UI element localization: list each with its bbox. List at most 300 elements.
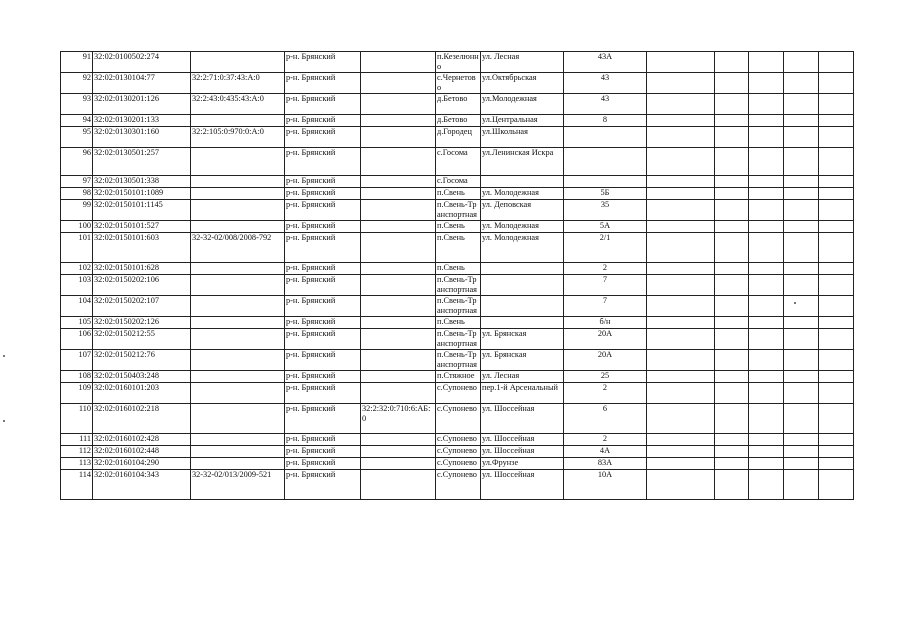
empty-cell bbox=[784, 73, 819, 94]
house-number-cell: 2/1 bbox=[564, 233, 647, 263]
district-cell: р-н. Брянский bbox=[285, 188, 361, 200]
table-row bbox=[61, 470, 854, 500]
table-row bbox=[61, 317, 854, 329]
empty-cell bbox=[749, 188, 784, 200]
empty-cell bbox=[715, 127, 749, 148]
empty-cell bbox=[784, 470, 819, 500]
cadastral-number-cell: 32:02:0130104:77 bbox=[93, 73, 191, 94]
scan-artifact bbox=[794, 302, 796, 304]
table-row bbox=[61, 446, 854, 458]
conditional-number-cell bbox=[361, 371, 436, 383]
empty-cell bbox=[819, 296, 854, 317]
empty-cell bbox=[784, 188, 819, 200]
settlement-cell: п.Стяжное bbox=[436, 371, 481, 383]
empty-cell bbox=[819, 115, 854, 127]
empty-cell bbox=[749, 94, 784, 115]
empty-cell bbox=[647, 296, 715, 317]
house-number-cell bbox=[564, 127, 647, 148]
empty-cell bbox=[647, 329, 715, 350]
settlement-cell: п.Свень-Транспортная bbox=[436, 329, 481, 350]
settlement-cell: с.Госома bbox=[436, 176, 481, 188]
empty-cell bbox=[819, 446, 854, 458]
house-number-cell: 7 bbox=[564, 296, 647, 317]
row-number-cell: 93 bbox=[61, 94, 93, 115]
settlement-cell: с.Супонево bbox=[436, 434, 481, 446]
table-row bbox=[61, 127, 854, 148]
empty-cell bbox=[715, 263, 749, 275]
empty-cell bbox=[819, 458, 854, 470]
house-number-cell bbox=[564, 148, 647, 176]
conditional-number-cell bbox=[361, 94, 436, 115]
old-number-cell bbox=[191, 296, 285, 317]
cadastral-number-cell: 32:02:0150101:1089 bbox=[93, 188, 191, 200]
row-number-cell: 106 bbox=[61, 329, 93, 350]
empty-cell bbox=[647, 383, 715, 404]
row-number-cell: 103 bbox=[61, 275, 93, 296]
empty-cell bbox=[715, 404, 749, 434]
empty-cell bbox=[715, 94, 749, 115]
old-number-cell bbox=[191, 446, 285, 458]
empty-cell bbox=[647, 233, 715, 263]
empty-cell bbox=[647, 115, 715, 127]
empty-cell bbox=[819, 200, 854, 221]
old-number-cell: 32:2:71:0:37:43:А:0 bbox=[191, 73, 285, 94]
cadastral-number-cell: 32:02:0150212:55 bbox=[93, 329, 191, 350]
settlement-cell: п.Свень-Транспортная bbox=[436, 200, 481, 221]
table-row bbox=[61, 371, 854, 383]
cadastral-number-cell: 32:02:0100502:274 bbox=[93, 52, 191, 73]
empty-cell bbox=[715, 350, 749, 371]
empty-cell bbox=[784, 263, 819, 275]
settlement-cell: д.Бетово bbox=[436, 115, 481, 127]
empty-cell bbox=[819, 52, 854, 73]
house-number-cell: 2 bbox=[564, 263, 647, 275]
table-row bbox=[61, 383, 854, 404]
house-number-cell: 10А bbox=[564, 470, 647, 500]
empty-cell bbox=[819, 434, 854, 446]
scan-artifact bbox=[3, 420, 5, 422]
row-number-cell: 104 bbox=[61, 296, 93, 317]
house-number-cell: 5А bbox=[564, 221, 647, 233]
empty-cell bbox=[715, 73, 749, 94]
empty-cell bbox=[819, 148, 854, 176]
conditional-number-cell bbox=[361, 317, 436, 329]
empty-cell bbox=[749, 296, 784, 317]
conditional-number-cell bbox=[361, 148, 436, 176]
district-cell: р-н. Брянский bbox=[285, 470, 361, 500]
empty-cell bbox=[819, 221, 854, 233]
empty-cell bbox=[715, 296, 749, 317]
cadastral-number-cell: 32:02:0150101:1145 bbox=[93, 200, 191, 221]
empty-cell bbox=[819, 94, 854, 115]
empty-cell bbox=[647, 275, 715, 296]
cadastral-number-cell: 32:02:0130301:160 bbox=[93, 127, 191, 148]
empty-cell bbox=[715, 233, 749, 263]
district-cell: р-н. Брянский bbox=[285, 296, 361, 317]
empty-cell bbox=[647, 350, 715, 371]
house-number-cell: 83А bbox=[564, 458, 647, 470]
old-number-cell bbox=[191, 317, 285, 329]
empty-cell bbox=[749, 176, 784, 188]
row-number-cell: 91 bbox=[61, 52, 93, 73]
conditional-number-cell bbox=[361, 329, 436, 350]
street-cell: ул. Шоссейная bbox=[481, 470, 564, 500]
empty-cell bbox=[647, 52, 715, 73]
cadastral-number-cell: 32:02:0130501:257 bbox=[93, 148, 191, 176]
empty-cell bbox=[784, 446, 819, 458]
conditional-number-cell bbox=[361, 221, 436, 233]
empty-cell bbox=[784, 317, 819, 329]
row-number-cell: 113 bbox=[61, 458, 93, 470]
cadastral-number-cell: 32:02:0150202:107 bbox=[93, 296, 191, 317]
cadastral-number-cell: 32:02:0150101:527 bbox=[93, 221, 191, 233]
table-row bbox=[61, 188, 854, 200]
settlement-cell: п.Свень bbox=[436, 188, 481, 200]
empty-cell bbox=[749, 275, 784, 296]
old-number-cell: 32-32-02/008/2008-792 bbox=[191, 233, 285, 263]
district-cell: р-н. Брянский bbox=[285, 233, 361, 263]
empty-cell bbox=[819, 188, 854, 200]
empty-cell bbox=[784, 52, 819, 73]
empty-cell bbox=[715, 329, 749, 350]
cadastral-number-cell: 32:02:0150212:76 bbox=[93, 350, 191, 371]
old-number-cell bbox=[191, 383, 285, 404]
house-number-cell: 20А bbox=[564, 350, 647, 371]
cadastral-number-cell: 32:02:0130201:133 bbox=[93, 115, 191, 127]
row-number-cell: 112 bbox=[61, 446, 93, 458]
empty-cell bbox=[819, 350, 854, 371]
empty-cell bbox=[749, 115, 784, 127]
empty-cell bbox=[749, 317, 784, 329]
empty-cell bbox=[647, 446, 715, 458]
row-number-cell: 111 bbox=[61, 434, 93, 446]
house-number-cell: 2 bbox=[564, 434, 647, 446]
empty-cell bbox=[784, 94, 819, 115]
row-number-cell: 110 bbox=[61, 404, 93, 434]
empty-cell bbox=[715, 458, 749, 470]
cadastral-number-cell: 32:02:0150202:126 bbox=[93, 317, 191, 329]
street-cell bbox=[481, 275, 564, 296]
empty-cell bbox=[819, 233, 854, 263]
empty-cell bbox=[715, 446, 749, 458]
district-cell: р-н. Брянский bbox=[285, 94, 361, 115]
table-row bbox=[61, 148, 854, 176]
conditional-number-cell bbox=[361, 434, 436, 446]
empty-cell bbox=[819, 383, 854, 404]
empty-cell bbox=[749, 329, 784, 350]
street-cell: ул.Октябрьская bbox=[481, 73, 564, 94]
district-cell: р-н. Брянский bbox=[285, 434, 361, 446]
empty-cell bbox=[647, 73, 715, 94]
empty-cell bbox=[784, 200, 819, 221]
row-number-cell: 101 bbox=[61, 233, 93, 263]
conditional-number-cell bbox=[361, 263, 436, 275]
empty-cell bbox=[819, 73, 854, 94]
house-number-cell: 6 bbox=[564, 404, 647, 434]
street-cell: пер.1-й Арсенальный bbox=[481, 383, 564, 404]
old-number-cell bbox=[191, 176, 285, 188]
conditional-number-cell bbox=[361, 275, 436, 296]
house-number-cell: 35 bbox=[564, 200, 647, 221]
settlement-cell: д.Бетово bbox=[436, 94, 481, 115]
empty-cell bbox=[819, 470, 854, 500]
empty-cell bbox=[819, 329, 854, 350]
street-cell: ул.Центральная bbox=[481, 115, 564, 127]
settlement-cell: д.Городец bbox=[436, 127, 481, 148]
empty-cell bbox=[715, 470, 749, 500]
street-cell: ул. Молодежная bbox=[481, 188, 564, 200]
conditional-number-cell bbox=[361, 52, 436, 73]
settlement-cell: с.Супонево bbox=[436, 383, 481, 404]
conditional-number-cell bbox=[361, 73, 436, 94]
settlement-cell: с.Супонево bbox=[436, 470, 481, 500]
district-cell: р-н. Брянский bbox=[285, 148, 361, 176]
empty-cell bbox=[647, 317, 715, 329]
table-row bbox=[61, 329, 854, 350]
empty-cell bbox=[749, 200, 784, 221]
table-row bbox=[61, 434, 854, 446]
table-row bbox=[61, 296, 854, 317]
district-cell: р-н. Брянский bbox=[285, 52, 361, 73]
row-number-cell: 107 bbox=[61, 350, 93, 371]
empty-cell bbox=[784, 329, 819, 350]
cadastral-number-cell: 32:02:0150202:106 bbox=[93, 275, 191, 296]
house-number-cell: б/н bbox=[564, 317, 647, 329]
property-table bbox=[60, 51, 854, 500]
settlement-cell: п.Свень bbox=[436, 263, 481, 275]
table-row bbox=[61, 350, 854, 371]
district-cell: р-н. Брянский bbox=[285, 176, 361, 188]
district-cell: р-н. Брянский bbox=[285, 350, 361, 371]
empty-cell bbox=[647, 200, 715, 221]
scan-artifact bbox=[3, 355, 5, 357]
empty-cell bbox=[784, 296, 819, 317]
empty-cell bbox=[715, 188, 749, 200]
conditional-number-cell bbox=[361, 127, 436, 148]
table-row bbox=[61, 115, 854, 127]
street-cell: ул. Брянская bbox=[481, 329, 564, 350]
house-number-cell: 5Б bbox=[564, 188, 647, 200]
old-number-cell bbox=[191, 52, 285, 73]
empty-cell bbox=[819, 404, 854, 434]
house-number-cell: 4А bbox=[564, 446, 647, 458]
district-cell: р-н. Брянский bbox=[285, 383, 361, 404]
conditional-number-cell bbox=[361, 458, 436, 470]
district-cell: р-н. Брянский bbox=[285, 127, 361, 148]
empty-cell bbox=[715, 115, 749, 127]
conditional-number-cell: 32:2:32:0:710:6:АБ:0 bbox=[361, 404, 436, 434]
district-cell: р-н. Брянский bbox=[285, 329, 361, 350]
old-number-cell: 32-32-02/013/2009-521 bbox=[191, 470, 285, 500]
empty-cell bbox=[715, 200, 749, 221]
empty-cell bbox=[819, 263, 854, 275]
district-cell: р-н. Брянский bbox=[285, 263, 361, 275]
conditional-number-cell bbox=[361, 188, 436, 200]
district-cell: р-н. Брянский bbox=[285, 317, 361, 329]
empty-cell bbox=[819, 275, 854, 296]
empty-cell bbox=[749, 470, 784, 500]
empty-cell bbox=[749, 458, 784, 470]
street-cell bbox=[481, 296, 564, 317]
district-cell: р-н. Брянский bbox=[285, 458, 361, 470]
row-number-cell: 95 bbox=[61, 127, 93, 148]
house-number-cell: 43А bbox=[564, 52, 647, 73]
empty-cell bbox=[715, 317, 749, 329]
settlement-cell: п.Свень-Транспортная bbox=[436, 296, 481, 317]
cadastral-number-cell: 32:02:0160101:203 bbox=[93, 383, 191, 404]
street-cell: ул. Молодежная bbox=[481, 233, 564, 263]
conditional-number-cell bbox=[361, 296, 436, 317]
empty-cell bbox=[647, 188, 715, 200]
empty-cell bbox=[749, 446, 784, 458]
empty-cell bbox=[784, 434, 819, 446]
old-number-cell bbox=[191, 371, 285, 383]
house-number-cell: 2 bbox=[564, 383, 647, 404]
table-row bbox=[61, 275, 854, 296]
row-number-cell: 109 bbox=[61, 383, 93, 404]
empty-cell bbox=[749, 263, 784, 275]
empty-cell bbox=[749, 350, 784, 371]
old-number-cell: 32:2:43:0:435:43:А:0 bbox=[191, 94, 285, 115]
table-row bbox=[61, 221, 854, 233]
conditional-number-cell bbox=[361, 470, 436, 500]
empty-cell bbox=[749, 404, 784, 434]
conditional-number-cell bbox=[361, 200, 436, 221]
house-number-cell: 43 bbox=[564, 73, 647, 94]
empty-cell bbox=[784, 383, 819, 404]
old-number-cell bbox=[191, 221, 285, 233]
street-cell bbox=[481, 263, 564, 275]
table-row bbox=[61, 94, 854, 115]
empty-cell bbox=[784, 350, 819, 371]
cadastral-number-cell: 32:02:0150403:248 bbox=[93, 371, 191, 383]
row-number-cell: 114 bbox=[61, 470, 93, 500]
empty-cell bbox=[749, 233, 784, 263]
empty-cell bbox=[784, 127, 819, 148]
empty-cell bbox=[647, 176, 715, 188]
empty-cell bbox=[819, 127, 854, 148]
row-number-cell: 94 bbox=[61, 115, 93, 127]
empty-cell bbox=[784, 458, 819, 470]
row-number-cell: 96 bbox=[61, 148, 93, 176]
old-number-cell bbox=[191, 188, 285, 200]
empty-cell bbox=[784, 275, 819, 296]
district-cell: р-н. Брянский bbox=[285, 115, 361, 127]
old-number-cell bbox=[191, 404, 285, 434]
cadastral-number-cell: 32:02:0150101:603 bbox=[93, 233, 191, 263]
empty-cell bbox=[647, 221, 715, 233]
house-number-cell: 7 bbox=[564, 275, 647, 296]
empty-cell bbox=[647, 404, 715, 434]
table-row bbox=[61, 458, 854, 470]
cadastral-number-cell: 32:02:0150101:628 bbox=[93, 263, 191, 275]
conditional-number-cell bbox=[361, 233, 436, 263]
cadastral-number-cell: 32:02:0160104:343 bbox=[93, 470, 191, 500]
cadastral-number-cell: 32:02:0160102:448 bbox=[93, 446, 191, 458]
empty-cell bbox=[647, 371, 715, 383]
row-number-cell: 97 bbox=[61, 176, 93, 188]
house-number-cell bbox=[564, 176, 647, 188]
house-number-cell: 25 bbox=[564, 371, 647, 383]
street-cell: ул.Фрунзе bbox=[481, 458, 564, 470]
street-cell: ул. Лесная bbox=[481, 371, 564, 383]
table-body bbox=[61, 52, 854, 500]
empty-cell bbox=[819, 176, 854, 188]
street-cell: ул. Шоссейная bbox=[481, 434, 564, 446]
empty-cell bbox=[715, 221, 749, 233]
old-number-cell bbox=[191, 458, 285, 470]
house-number-cell: 43 bbox=[564, 94, 647, 115]
empty-cell bbox=[715, 176, 749, 188]
empty-cell bbox=[749, 148, 784, 176]
street-cell: ул. Деповская bbox=[481, 200, 564, 221]
old-number-cell bbox=[191, 329, 285, 350]
empty-cell bbox=[647, 127, 715, 148]
empty-cell bbox=[715, 371, 749, 383]
cadastral-number-cell: 32:02:0160102:218 bbox=[93, 404, 191, 434]
district-cell: р-н. Брянский bbox=[285, 200, 361, 221]
empty-cell bbox=[784, 221, 819, 233]
row-number-cell: 92 bbox=[61, 73, 93, 94]
table-row bbox=[61, 233, 854, 263]
table-row bbox=[61, 73, 854, 94]
cadastral-number-cell: 32:02:0130201:126 bbox=[93, 94, 191, 115]
old-number-cell bbox=[191, 275, 285, 296]
street-cell: ул.Молодежная bbox=[481, 94, 564, 115]
empty-cell bbox=[647, 434, 715, 446]
conditional-number-cell bbox=[361, 350, 436, 371]
old-number-cell bbox=[191, 434, 285, 446]
row-number-cell: 98 bbox=[61, 188, 93, 200]
cadastral-number-cell: 32:02:0160102:428 bbox=[93, 434, 191, 446]
settlement-cell: с.Супонево bbox=[436, 446, 481, 458]
district-cell: р-н. Брянский bbox=[285, 221, 361, 233]
empty-cell bbox=[647, 148, 715, 176]
empty-cell bbox=[749, 73, 784, 94]
empty-cell bbox=[715, 383, 749, 404]
empty-cell bbox=[647, 458, 715, 470]
street-cell: ул.Ленинская Искра bbox=[481, 148, 564, 176]
empty-cell bbox=[647, 94, 715, 115]
conditional-number-cell bbox=[361, 383, 436, 404]
settlement-cell: п.Свень-Транспортная bbox=[436, 275, 481, 296]
street-cell: ул. Молодежная bbox=[481, 221, 564, 233]
old-number-cell: 32:2:105:0:970:0:А:0 bbox=[191, 127, 285, 148]
empty-cell bbox=[749, 52, 784, 73]
empty-cell bbox=[819, 317, 854, 329]
district-cell: р-н. Брянский bbox=[285, 446, 361, 458]
settlement-cell: п.Кезелюнно bbox=[437, 52, 479, 71]
empty-cell bbox=[749, 383, 784, 404]
old-number-cell bbox=[191, 148, 285, 176]
empty-cell bbox=[647, 470, 715, 500]
table-row bbox=[61, 263, 854, 275]
empty-cell bbox=[784, 404, 819, 434]
conditional-number-cell bbox=[361, 115, 436, 127]
empty-cell bbox=[784, 148, 819, 176]
empty-cell bbox=[715, 434, 749, 446]
row-number-cell: 100 bbox=[61, 221, 93, 233]
empty-cell bbox=[715, 148, 749, 176]
empty-cell bbox=[749, 127, 784, 148]
street-cell: ул. Лесная bbox=[481, 52, 564, 73]
settlement-cell: с.Госома bbox=[436, 148, 481, 176]
old-number-cell bbox=[191, 115, 285, 127]
old-number-cell bbox=[191, 263, 285, 275]
cadastral-number-cell: 32:02:0130501:338 bbox=[93, 176, 191, 188]
empty-cell bbox=[819, 371, 854, 383]
empty-cell bbox=[749, 221, 784, 233]
